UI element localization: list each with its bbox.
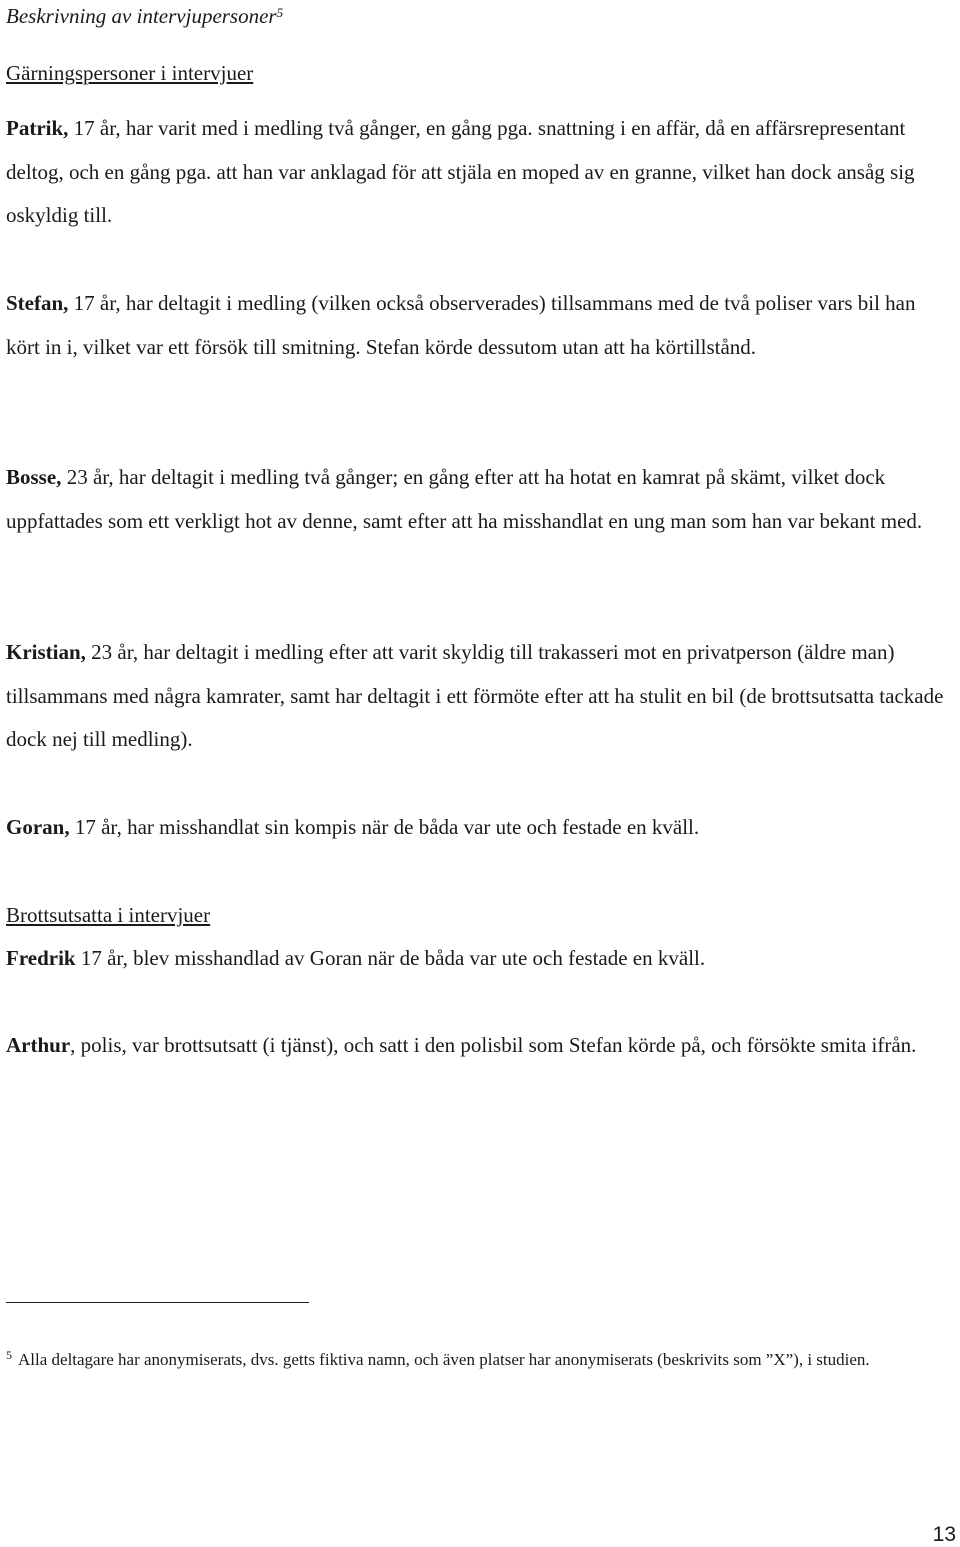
person-description: 17 år, blev misshandlad av Goran när de båda var ute och festade en kväll. [75, 946, 706, 970]
section-heading: Beskrivning av intervjupersoner$^5$ [6, 4, 284, 28]
person-description: , polis, var brottsutsatt (i tjänst), och satt i den polisbil som Stefan körde på, och försökte smita ifrån. [70, 1033, 917, 1057]
offender-paragraph-bosse [6, 456, 954, 543]
victim-paragraph-arthur [6, 1024, 954, 1068]
offender-paragraph-kristian [6, 631, 954, 762]
victims-subheading: Brottsutsatta i intervjuer [6, 903, 211, 927]
victim-paragraph-fredrik [6, 937, 954, 981]
person-description: 17 år, har deltagit i medling (vilken också observerades) tillsammans med de två poliser vars bil han kört in i, vilket var ett försök till smitning. Stefan körde dessutom utan att ha körtillstånd. [6, 291, 916, 359]
person-description: 23 år, har deltagit i medling två gånger; en gång efter att ha hotat en kamrat på skämt, vilket dock uppfattades som ett verkligt hot av denne, samt efter att ha misshandlat en ung man som han var bekant med. [6, 465, 923, 533]
person-name: Patrik, [6, 116, 69, 140]
person-name: Bosse, [6, 465, 62, 489]
footnote-reference: 5 [276, 5, 284, 20]
footnote-text: Alla deltagare har anonymiserats, dvs. getts fiktiva namn, och även platser har anonymiserats (beskrivits som ”X”), i studien. [18, 1350, 870, 1369]
person-name: Fredrik [6, 946, 76, 970]
offenders-subheading: Gärningspersoner i intervjuer [6, 61, 254, 85]
footnote [6, 1342, 951, 1377]
offender-paragraph-patrik [6, 107, 954, 238]
person-name: Kristian, [6, 640, 86, 664]
person-description: 23 år, har deltagit i medling efter att varit skyldig till trakasseri mot en privatperson (äldre man) tillsammans med några kamrater, samt har deltagit i ett förmöte efter att ha stulit en bil (de brottsutsatta tackade dock nej till medling). [6, 640, 944, 751]
footnote-separator [6, 1302, 309, 1303]
offender-paragraph-goran [6, 806, 954, 850]
footnote-number: 5 [6, 1348, 12, 1362]
person-name: Goran, [6, 815, 70, 839]
offender-paragraph-stefan [6, 282, 954, 369]
page-number: 13 [932, 1523, 956, 1546]
person-name: Arthur [6, 1033, 71, 1057]
person-name: Stefan, [6, 291, 69, 315]
person-description: 17 år, har varit med i medling två gånger, en gång pga. snattning i en affär, då en affärsrepresentant deltog, och en gång pga. att han var anklagad för att stjäla en moped av en granne, vilket han dock ansåg sig oskyldig till. [6, 116, 915, 227]
person-description: 17 år, har misshandlat sin kompis när de båda var ute och festade en kväll. [69, 815, 700, 839]
